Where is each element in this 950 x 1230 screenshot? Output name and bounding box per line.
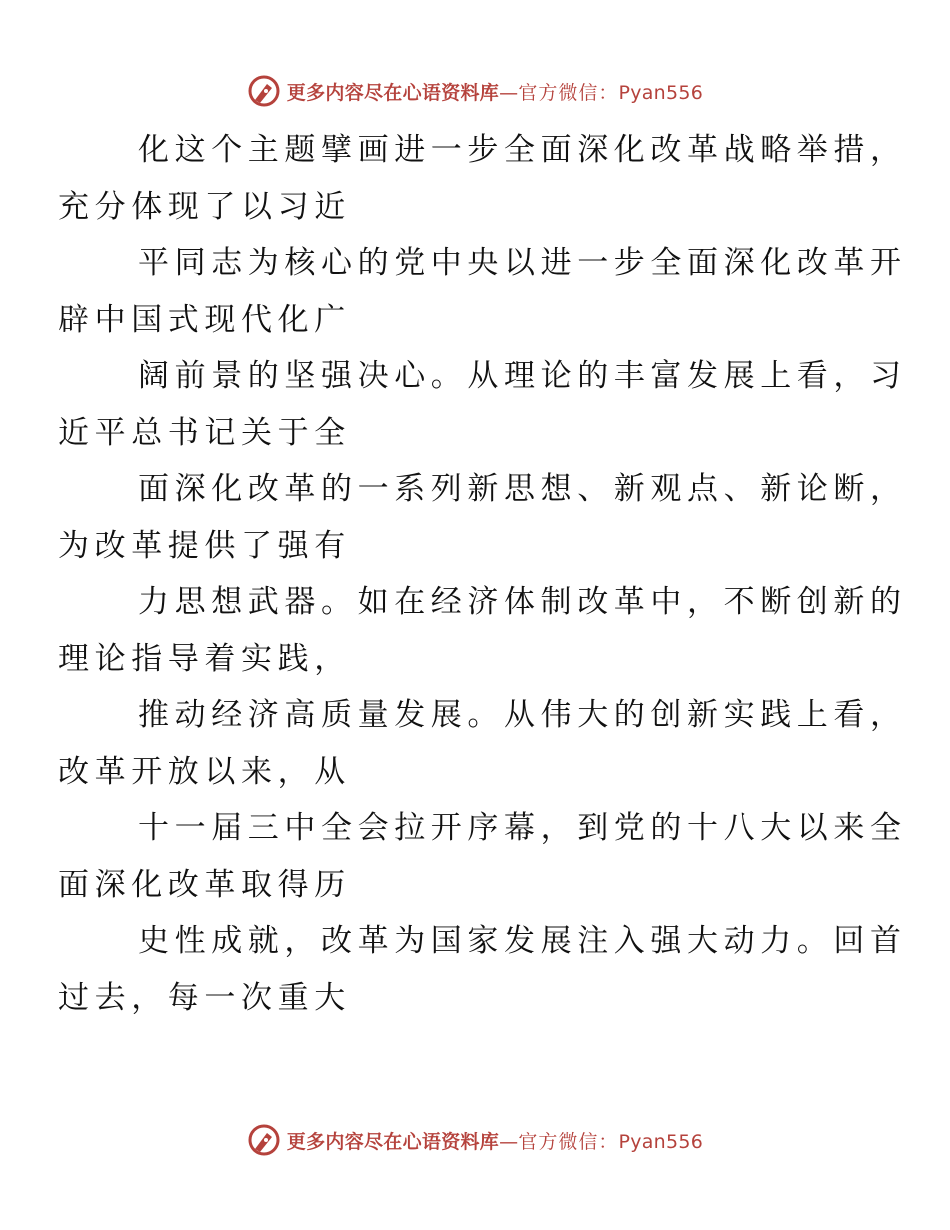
- watermark-text: [287, 1127, 703, 1154]
- header-watermark: [0, 71, 950, 111]
- watermark-sub: 官方微信：: [518, 1130, 619, 1153]
- paragraph-line: 十一届三中全会拉开序幕，到党的十八大以来全: [138, 810, 907, 846]
- paragraph-line: 力思想武器。如在经济体制改革中，不断创新的: [138, 584, 907, 620]
- paragraph-7: [58, 800, 907, 913]
- paragraph-2: [58, 235, 907, 348]
- watermark-id: Pyan556: [618, 81, 704, 104]
- watermark-main: 更多内容尽在心语资料库: [286, 1130, 500, 1153]
- pen-nib-circle-icon: [247, 1123, 281, 1157]
- footer-watermark: [0, 1120, 950, 1160]
- paragraph-line: 推动经济高质量发展。从伟大的创新实践上看，: [138, 697, 907, 733]
- paragraph-1: [58, 122, 907, 235]
- watermark-text: [287, 78, 703, 105]
- watermark-sub: 官方微信：: [518, 81, 619, 104]
- watermark-main: 更多内容尽在心语资料库: [286, 81, 500, 104]
- watermark-dash: —: [499, 1130, 519, 1153]
- pen-nib-circle-icon: [247, 74, 281, 108]
- paragraph-line: 过去，每一次重大: [58, 979, 351, 1016]
- paragraph-4: [58, 461, 907, 574]
- paragraph-3: [58, 348, 907, 461]
- paragraph-line: 阔前景的坚强决心。从理论的丰富发展上看，习: [138, 358, 907, 394]
- paragraph-8: [58, 913, 907, 1026]
- paragraph-5: [58, 574, 907, 687]
- paragraph-line: 充分体现了以习近: [58, 188, 351, 225]
- watermark-id: Pyan556: [618, 1130, 704, 1153]
- paragraph-6: [58, 687, 907, 800]
- paragraph-line: 史性成就，改革为国家发展注入强大动力。回首: [138, 923, 907, 959]
- document-body: [58, 122, 907, 1026]
- paragraph-line: 面深化改革取得历: [58, 866, 351, 903]
- paragraph-line: 化这个主题擘画进一步全面深化改革战略举措，: [138, 132, 907, 168]
- paragraph-line: 理论指导着实践，: [58, 640, 351, 677]
- paragraph-line: 为改革提供了强有: [58, 527, 351, 564]
- paragraph-line: 平同志为核心的党中央以进一步全面深化改革开: [138, 245, 907, 281]
- watermark-dash: —: [499, 81, 519, 104]
- paragraph-line: 近平总书记关于全: [58, 414, 351, 451]
- paragraph-line: 面深化改革的一系列新思想、新观点、新论断，: [138, 471, 907, 507]
- paragraph-line: 辟中国式现代化广: [58, 301, 351, 338]
- paragraph-line: 改革开放以来，从: [58, 753, 351, 790]
